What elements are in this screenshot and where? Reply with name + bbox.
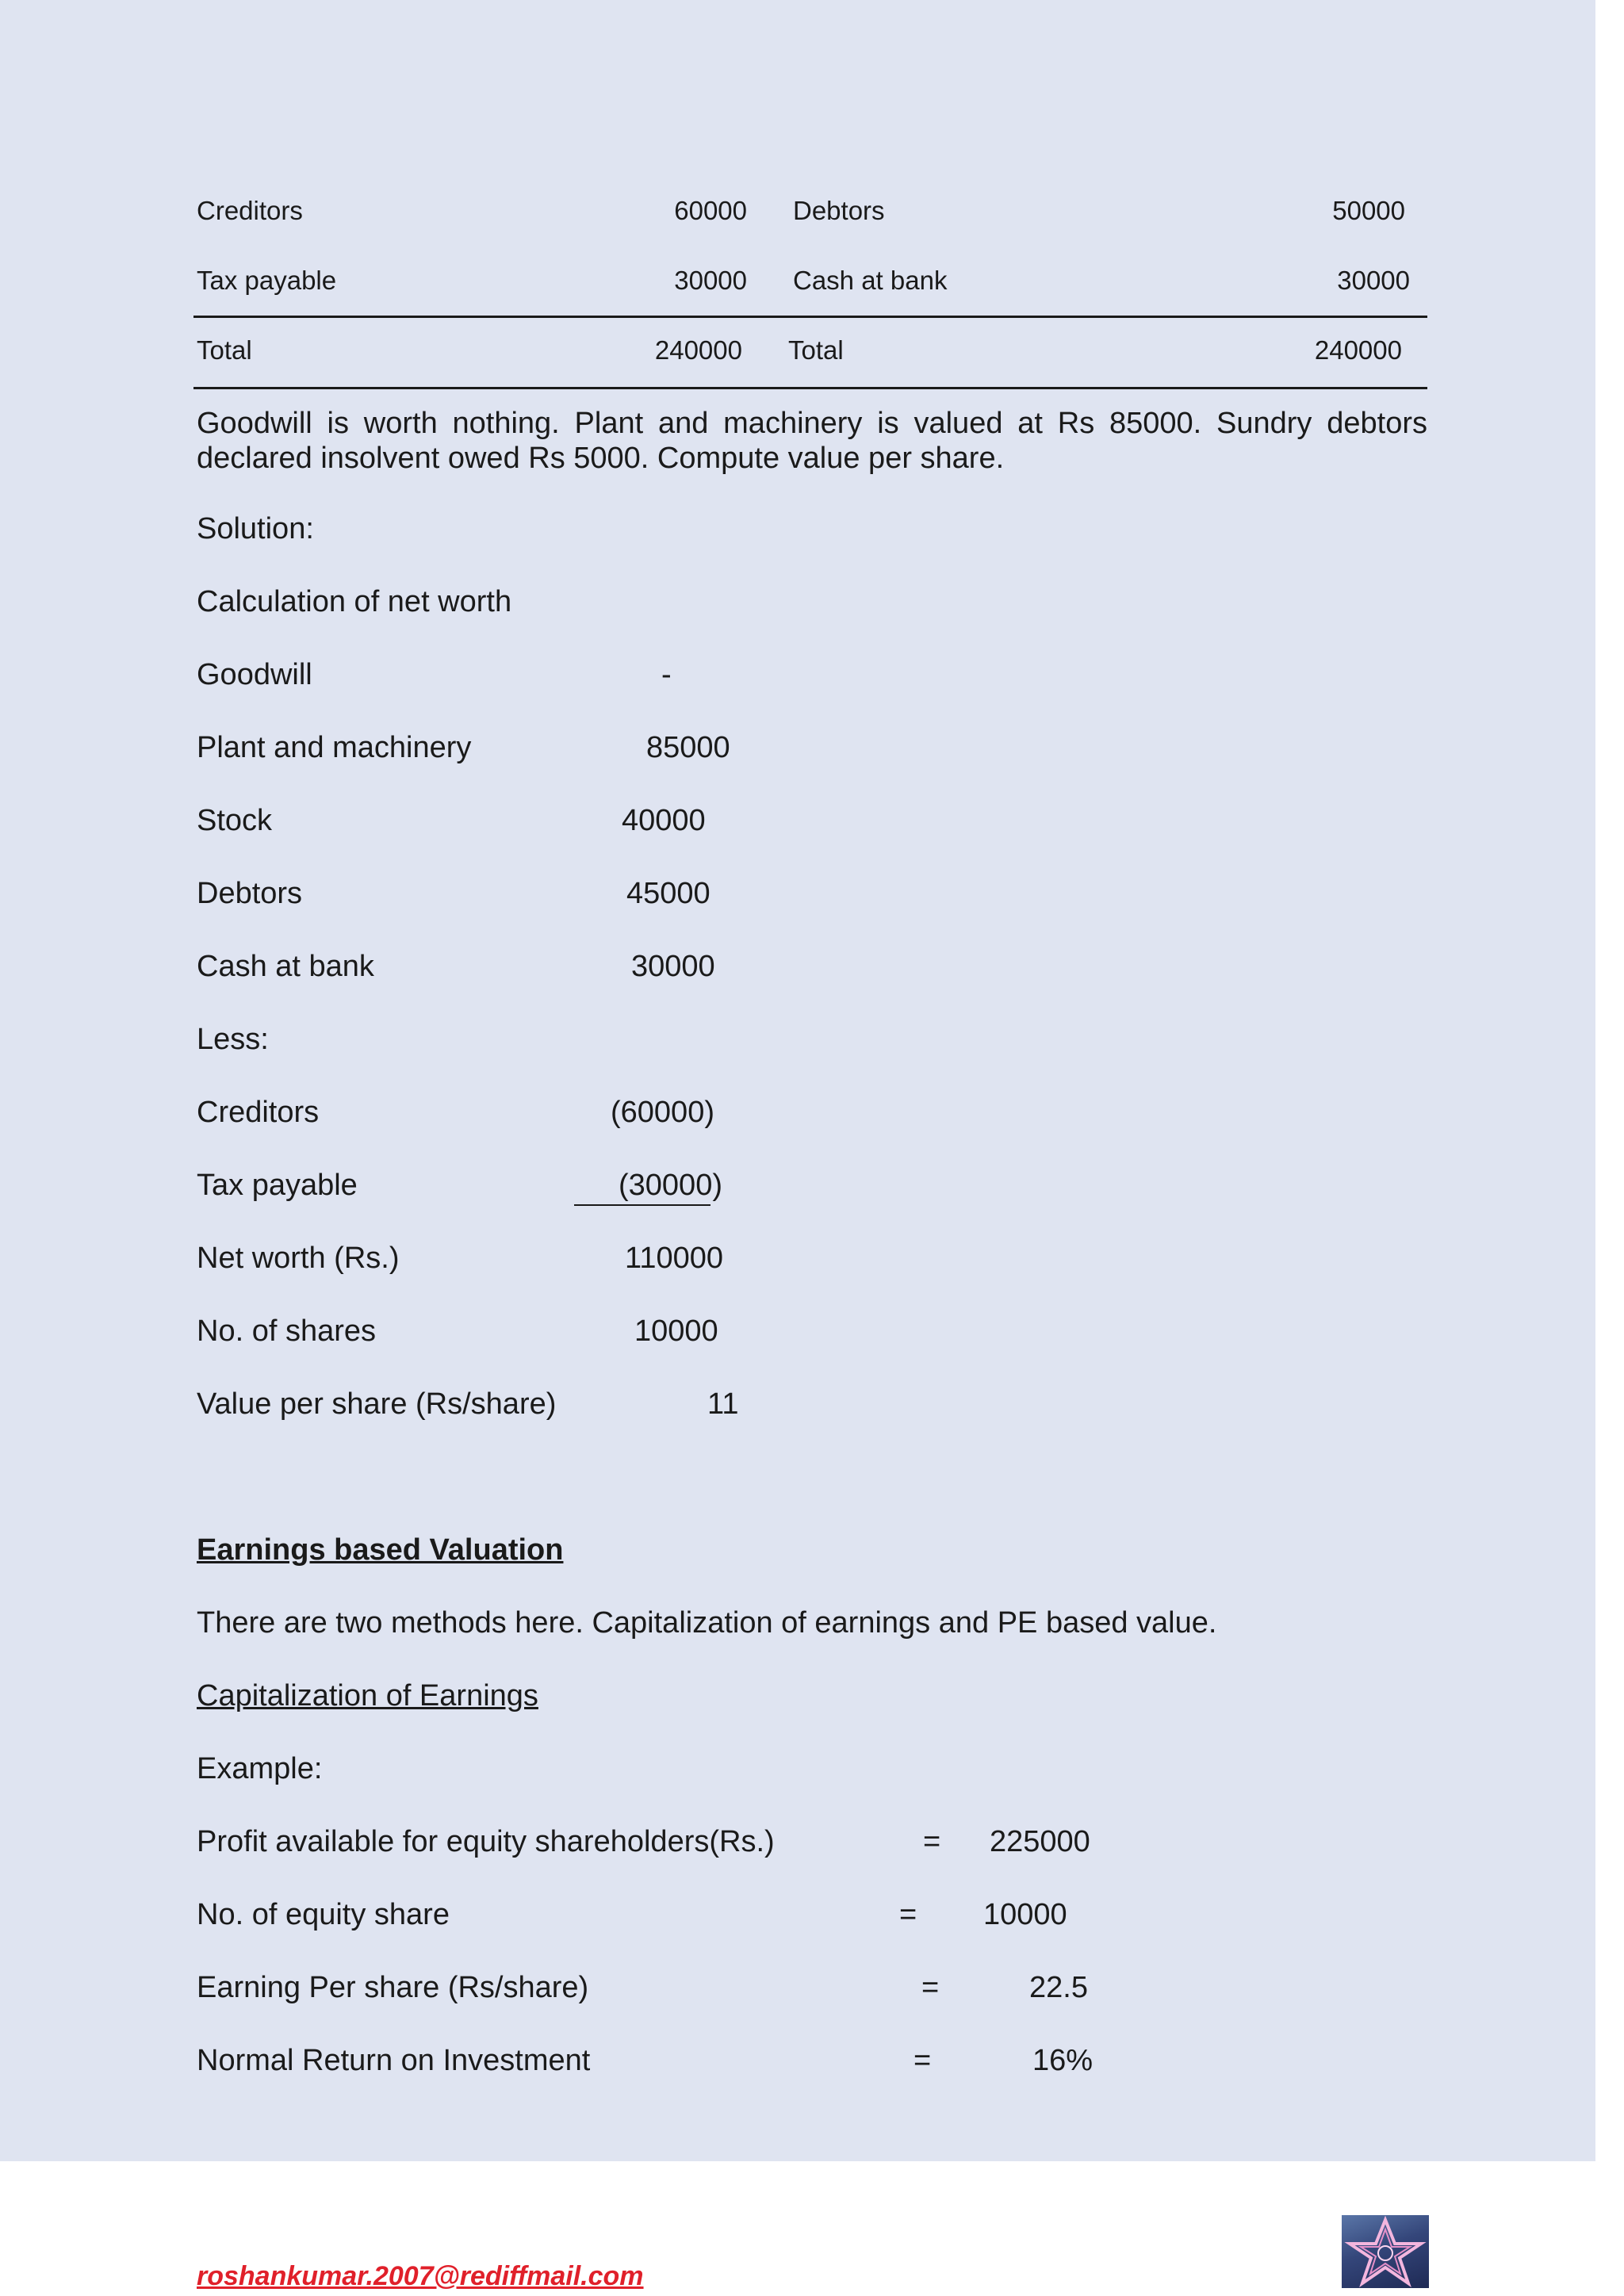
nw-value-cash: 30000	[631, 950, 715, 983]
nw-value-goodwill: -	[661, 658, 672, 691]
bs-row-2-right-value: 30000	[1337, 266, 1410, 295]
nw-label-debtors: Debtors	[197, 877, 303, 910]
bs-total-right-label: Total	[788, 335, 844, 365]
problem-text: Goodwill is worth nothing. Plant and machinery is valued at Rs 85000. Sundry debtors declared insolvent owed Rs 5000. Compute value per share.	[197, 407, 1427, 475]
nw-label-tax: Tax payable	[197, 1169, 358, 1202]
bs-row-1-right-value: 50000	[1332, 196, 1405, 225]
nw-label-net-worth: Net worth (Rs.)	[197, 1242, 400, 1275]
earn-label-equity-share: No. of equity share	[197, 1898, 450, 1931]
earn-value-normal-return: 16%	[1032, 2044, 1094, 2077]
earn-label-profit: Profit available for equity shareholders(Rs.)	[197, 1825, 775, 1858]
nw-label-less: Less:	[197, 1023, 269, 1056]
nw-label-goodwill: Goodwill	[197, 658, 312, 691]
bs-rule-bottom	[193, 387, 1427, 389]
earn-label-eps: Earning Per share (Rs/share)	[197, 1971, 589, 2004]
earn-eq-profit: =	[923, 1825, 941, 1858]
bs-total-left-label: Total	[197, 335, 252, 365]
nw-label-plant: Plant and machinery	[197, 731, 472, 764]
bs-row-1-left-value: 60000	[674, 196, 747, 225]
nw-value-plant: 85000	[646, 731, 730, 764]
net-worth-title: Calculation of net worth	[197, 585, 512, 618]
nw-value-tax: (30000)	[619, 1169, 722, 1202]
subtotal-underline	[574, 1204, 710, 1206]
bs-row-2-left-value: 30000	[674, 266, 747, 295]
bs-total-right-value: 240000	[1314, 335, 1402, 365]
bs-total-left-value: 240000	[654, 335, 742, 365]
nw-value-value-per-share: 11	[707, 1387, 739, 1421]
earn-eq-eps: =	[921, 1971, 940, 2004]
earn-label-normal-return: Normal Return on Investment	[197, 2044, 591, 2077]
nw-label-cash: Cash at bank	[197, 950, 374, 983]
nw-value-creditors: (60000)	[611, 1096, 714, 1129]
nw-label-stock: Stock	[197, 804, 273, 837]
earn-value-eps: 22.5	[1029, 1971, 1088, 2004]
earn-eq-normal-return: =	[914, 2044, 932, 2077]
nw-label-shares: No. of shares	[197, 1314, 376, 1348]
earnings-intro: There are two methods here. Capitalization of earnings and PE based value.	[197, 1606, 1217, 1640]
bs-row-2-left-label: Tax payable	[197, 266, 337, 295]
capitalization-subheading: Capitalization of Earnings	[197, 1679, 538, 1712]
earn-value-equity-share: 10000	[983, 1898, 1067, 1931]
nw-value-shares: 10000	[634, 1314, 718, 1348]
bs-rule-top	[193, 316, 1427, 318]
earnings-heading: Earnings based Valuation	[197, 1533, 564, 1567]
bs-row-2-right-label: Cash at bank	[793, 266, 948, 295]
nw-label-value-per-share: Value per share (Rs/share)	[197, 1387, 557, 1421]
bs-row-1-right-label: Debtors	[793, 196, 885, 225]
example-label: Example:	[197, 1752, 323, 1785]
earn-eq-equity-share: =	[899, 1898, 917, 1931]
star-logo-icon	[1342, 2215, 1429, 2288]
bs-row-1-left-label: Creditors	[197, 196, 303, 225]
earn-value-profit: 225000	[990, 1825, 1090, 1858]
nw-value-stock: 40000	[622, 804, 706, 837]
solution-label: Solution:	[197, 512, 314, 545]
footer-email-link[interactable]: roshankumar.2007@rediffmail.com	[197, 2261, 644, 2291]
nw-value-debtors: 45000	[626, 877, 710, 910]
nw-value-net-worth: 110000	[625, 1242, 723, 1275]
nw-label-creditors: Creditors	[197, 1096, 320, 1129]
